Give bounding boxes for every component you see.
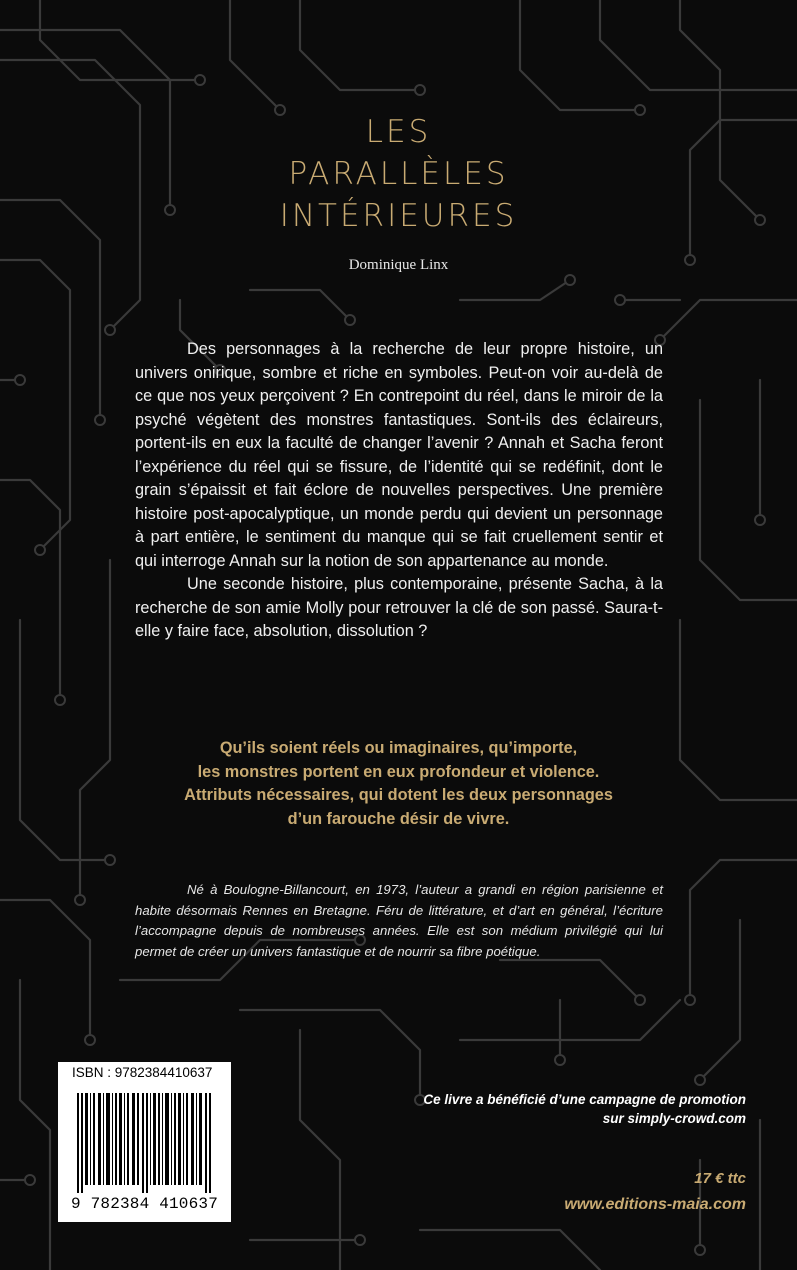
isbn-digits: 9 782384 410637 <box>70 1195 219 1213</box>
synopsis-paragraph-2: Une seconde histoire, plus contemporaine, présente Sacha, à la recherche de son amie Molly pour retrouver la clé de son passé. Saura-t-elle y faire face, absolution, dissolution ? <box>135 575 663 640</box>
book-title <box>0 111 797 237</box>
promo-line-1: Ce livre a bénéficié d’une campagne de promotion <box>423 1092 746 1107</box>
quote-line-2: les monstres portent en eux profondeur et violence. <box>197 762 600 781</box>
quote-line-1: Qu’ils soient réels ou imaginaires, qu’importe, <box>219 739 578 757</box>
synopsis <box>135 338 663 644</box>
title-line-2: PARALLÈLES <box>288 156 509 192</box>
barcode-bars <box>77 1093 213 1193</box>
author-name: Dominique Linx <box>348 257 449 273</box>
quote-line-3: Attributs nécessaires, qui dotent les deux personnages <box>184 786 613 804</box>
price: 17 € ttc <box>694 1170 746 1187</box>
synopsis-paragraph-1: Des personnages à la recherche de leur propre histoire, un univers onirique, sombre et riche en symboles. Peut-on voir au-delà de ce que nos yeux perçoivent ? En contrepoint du réel, dans le miroir de la psyché végètent des monstres fantastiques. Sont-ils des éclaireurs, portent-ils en eux la faculté de changer l’avenir ? Annah et Sacha feront l’expérience du réel qui se fissure, de l’identité qui se redéfinit, dont le grain s’épaissit et fait éclore de nouvelles perspectives. Une première histoire post-apocalyptique, un monde perdu qui devient un personnage à part entière, le sentiment du manque qui se fait cruellement sentir et qui interroge Annah sur la notion de son appartenance au monde. <box>135 340 663 570</box>
title-line-3: INTÉRIEURES <box>279 198 518 234</box>
author-bio <box>135 880 663 962</box>
highlight-quote <box>60 737 737 831</box>
isbn-barcode <box>58 1062 231 1222</box>
promo-line-2: sur simply-crowd.com <box>602 1111 746 1126</box>
isbn-label: ISBN : 9782384410637 <box>72 1065 213 1080</box>
author-bio-text: Né à Boulogne-Billancourt, en 1973, l’auteur a grandi en région parisienne et habite désormais Rennes en Bretagne. Féru de littérature, et d’art en général, l’écriture l’accompagne depuis de nombreuses années. Elle est son médium privilégié qui lui permet de créer un univers fantastique et de nourrir sa fibre poétique. <box>135 882 663 959</box>
publisher-website: www.editions-maia.com <box>564 1196 746 1213</box>
promo-notice <box>423 1090 746 1128</box>
title-line-1: LES <box>365 114 432 150</box>
quote-line-4: d’un farouche désir de vivre. <box>287 809 510 828</box>
